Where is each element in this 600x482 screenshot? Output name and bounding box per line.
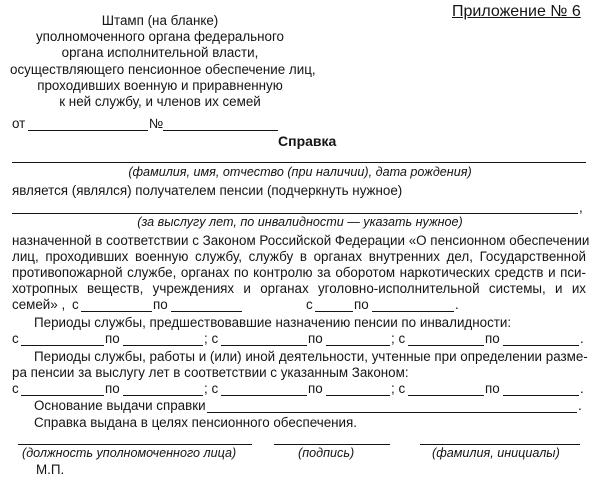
name-field[interactable] bbox=[420, 444, 580, 445]
period: . bbox=[455, 297, 459, 312]
appendix-label: Приложение № 6 bbox=[452, 3, 581, 20]
fio-field[interactable] bbox=[12, 162, 586, 163]
position-field[interactable] bbox=[18, 444, 252, 445]
seniority-from-3[interactable] bbox=[408, 395, 484, 396]
po-label: по bbox=[308, 381, 323, 396]
seniority-from-2[interactable] bbox=[221, 395, 307, 396]
c-label: с bbox=[12, 381, 19, 396]
po-label: по bbox=[105, 381, 120, 396]
po-label: по bbox=[308, 331, 323, 346]
signature-field[interactable] bbox=[274, 444, 390, 445]
po-label: по bbox=[105, 331, 120, 346]
stamp-line: осуществляющего пенсионное обеспечение лиц, bbox=[10, 61, 316, 77]
sc-label: ; с bbox=[391, 381, 406, 396]
fio-hint: (фамилия, имя, отчество (при наличии), дата рождения) bbox=[128, 165, 472, 179]
seniority-from-1[interactable] bbox=[21, 395, 104, 396]
assigned-line: лиц, проходивших военную службу, службу в органах внутренних дел, Государственной bbox=[12, 249, 586, 264]
pension2-from-field[interactable] bbox=[315, 311, 353, 312]
po-label: по bbox=[485, 331, 500, 346]
to-po-label: по bbox=[354, 297, 369, 312]
disability-to-3[interactable] bbox=[503, 345, 579, 346]
disability-to-1[interactable] bbox=[123, 345, 203, 346]
date-field[interactable] bbox=[28, 130, 148, 131]
stamp-line: уполномоченного органа федерального bbox=[35, 29, 285, 45]
c-label: с bbox=[12, 331, 19, 346]
period: . bbox=[578, 398, 582, 413]
seniority-periods-text: ра пенсии за выслугу лет в соответствии с указанным Законом: bbox=[12, 365, 409, 380]
period: . bbox=[580, 381, 584, 396]
pension-type-field[interactable] bbox=[12, 213, 578, 214]
assigned-line: противопожарной службе, органах по контролю за оборотом наркотических средств и пси- bbox=[12, 265, 586, 280]
recipient-text: является (являлся) получателем пенсии (подчеркнуть нужное) bbox=[12, 183, 403, 198]
stamp-line: к ней службу, и членов их семей bbox=[59, 93, 261, 109]
disability-from-3[interactable] bbox=[408, 345, 484, 346]
seniority-to-1[interactable] bbox=[123, 395, 203, 396]
po-label: по bbox=[485, 381, 500, 396]
sc-label: ; с bbox=[204, 381, 219, 396]
seniority-to-3[interactable] bbox=[503, 395, 579, 396]
disability-to-2[interactable] bbox=[326, 345, 390, 346]
from-c-label: с bbox=[306, 297, 313, 312]
pension2-to-field[interactable] bbox=[372, 311, 454, 312]
name-hint: (фамилия, инициалы) bbox=[432, 446, 560, 460]
stamp-line: проходивших военную и приравненную bbox=[37, 77, 283, 93]
from-label: от bbox=[12, 116, 26, 131]
period: . bbox=[580, 331, 584, 346]
issued-for-text: Справка выдана в целях пенсионного обеспечения. bbox=[34, 415, 357, 430]
number-field[interactable] bbox=[163, 130, 278, 131]
stamp-line: Штамп (на бланке) bbox=[101, 13, 219, 28]
document-title: Справка bbox=[278, 133, 337, 149]
stamp-line: органа исполнительной власти, bbox=[61, 45, 259, 61]
basis-label: Основание выдачи справки bbox=[34, 398, 206, 413]
pension-from-field[interactable] bbox=[81, 311, 152, 312]
stamp-block bbox=[10, 13, 316, 110]
to-po-label: по bbox=[153, 297, 168, 312]
comma: , bbox=[579, 200, 583, 215]
pension-type-hint: (за выслугу лет, по инвалидности — указать нужное) bbox=[137, 215, 463, 229]
position-hint: (должность уполномоченного лица) bbox=[22, 446, 237, 460]
families-text: семей» , bbox=[12, 297, 66, 312]
assigned-line: хотропных веществ, учреждениях и органах уголовно-исполнительной системы, и их bbox=[12, 281, 586, 296]
number-label: № bbox=[149, 116, 164, 131]
stamp-place-label: М.П. bbox=[36, 462, 65, 477]
basis-field[interactable] bbox=[207, 412, 577, 413]
signature-hint: (подпись) bbox=[298, 446, 355, 460]
seniority-periods-text: Периоды службы, работы и (или) иной деятельности, учтенные при определении разме- bbox=[34, 349, 588, 364]
sc-label: ; с bbox=[391, 331, 406, 346]
disability-from-1[interactable] bbox=[21, 345, 104, 346]
assigned-line: назначенной в соответствии с Законом Российской Федерации «О пенсионном обеспечении bbox=[12, 233, 590, 248]
seniority-to-2[interactable] bbox=[326, 395, 390, 396]
disability-from-2[interactable] bbox=[221, 345, 307, 346]
sc-label: ; с bbox=[204, 331, 219, 346]
disability-periods-text: Периоды службы, предшествовавшие назначению пенсии по инвалидности: bbox=[34, 315, 512, 330]
pension-to-field[interactable] bbox=[171, 311, 242, 312]
from-c-label: с bbox=[72, 297, 79, 312]
